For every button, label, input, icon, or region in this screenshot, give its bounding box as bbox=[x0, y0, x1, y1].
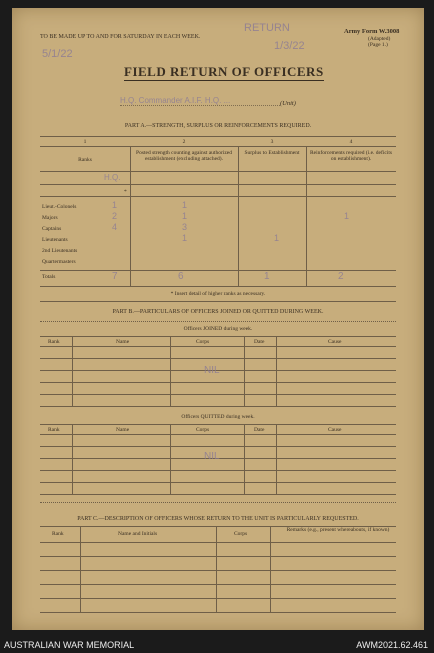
part-a-footnote: * Insert detail of higher ranks as necessary. bbox=[170, 291, 266, 297]
hw-posted: 1 bbox=[182, 233, 188, 243]
col-corps: Corps bbox=[196, 427, 210, 433]
handwritten-margin: 5/1/22 bbox=[42, 48, 73, 60]
header-ranks: Ranks bbox=[78, 157, 92, 163]
col-remarks: Remarks (e.g., present whereabouts, if known) bbox=[286, 527, 390, 533]
totals-label: Totals bbox=[42, 274, 56, 280]
col-number-1: 1 bbox=[83, 139, 87, 145]
handwritten-unit: H.Q. Commander A.I.F. H.Q. ... bbox=[120, 96, 280, 106]
header-posted-strength: Posted strength counting against authorized establishment (excluding attached). bbox=[136, 150, 232, 162]
rank-label: Lieutenants bbox=[42, 237, 68, 243]
hw-surplus: 1 bbox=[274, 233, 280, 243]
joined-title: Officers JOINED during week. bbox=[183, 326, 253, 332]
handwritten-return: RETURN bbox=[244, 22, 290, 34]
col-rank: Rank bbox=[48, 427, 60, 433]
handwritten-hq: H.Q. bbox=[104, 173, 121, 182]
part-a-title: PART A.—STRENGTH, SURPLUS OR REINFORCEMENTS REQUIRED. bbox=[124, 123, 312, 129]
hw-total-ranks: 7 bbox=[112, 271, 118, 282]
col-rank: Rank bbox=[48, 339, 60, 345]
col-name: Name bbox=[116, 339, 130, 345]
instruction-text: TO BE MADE UP TO AND FOR SATURDAY IN EACH WEEK. bbox=[40, 34, 201, 40]
col-date: Date bbox=[254, 339, 265, 345]
rank-label: Lieut.-Colonels bbox=[42, 204, 77, 210]
footer-bar bbox=[0, 636, 434, 653]
col-number-2: 2 bbox=[182, 139, 186, 145]
hw-total-reinforcements: 2 bbox=[338, 271, 344, 282]
rank-label: 2nd Lieutenants bbox=[42, 248, 78, 254]
part-c-title: PART C.—DESCRIPTION OF OFFICERS WHOSE RETURN TO THE UNIT IS PARTICULARLY REQUESTED. bbox=[77, 516, 359, 522]
rank-label: Captains bbox=[42, 226, 62, 232]
page-title: FIELD RETURN OF OFFICERS bbox=[124, 64, 324, 79]
col-name-initials: Name and Initials bbox=[118, 531, 158, 537]
hw-total-posted: 6 bbox=[178, 271, 184, 282]
hw-posted: 1 bbox=[182, 211, 188, 221]
col-name: Name bbox=[116, 427, 130, 433]
footer-accession: AWM2021.62.461 bbox=[356, 640, 428, 650]
form-page: (Page 1.) bbox=[368, 42, 388, 48]
header-surplus: Surplus to Establishment bbox=[244, 150, 300, 156]
hw-rank-value: 1 bbox=[112, 200, 118, 210]
col-rank: Rank bbox=[52, 531, 64, 537]
hw-posted: 3 bbox=[182, 222, 188, 232]
quitted-title: Officers QUITTED during week. bbox=[181, 414, 255, 420]
document-page: TO BE MADE UP TO AND FOR SATURDAY IN EACH WEEK. RETURN 1/3/22 5/1/22 Army Form W.3008 (Adapted) (Page 1.) FIELD RETURN OF OFFICERS H.Q. Commander A.I.F. H.Q. ... (Unit) PART A.—STRENGTH, SURPLUS OR REINFORCEMENTS REQUIRED. 1 2 3 4 Ranks Posted strength counting against authorized establishment (excluding attached). Surplus to Establishment Reinforcements required (i.e. deficits on establishment). H.Q. * Lieut.-Colonels Majors Captains Lieutenants 2nd Lieutenants Quartermasters 1 2 4 1 1 3 1 1 1 Totals 7 6 1 2 * Insert detail of higher ranks as necessary. PART B.—PARTICULARS OF OFFICERS JOINED OR QUITTED DURING WEEK. Officers JOINED during week. Rank Name Corps Date Cause NIL Officers QUITTED during week. Rank Name Corps Date Cause NIL PART C.—DESCRIPTION OF OFFICERS WHOSE RETURN TO THE UNIT IS PARTICULARLY REQUESTED. Rank Name and Initials Corps Remarks (e.g., present whereabouts, if known) bbox=[12, 8, 424, 630]
rank-label: Majors bbox=[42, 215, 58, 221]
col-cause: Cause bbox=[328, 427, 342, 433]
hw-rank-value: 4 bbox=[112, 222, 118, 232]
col-corps: Corps bbox=[234, 531, 248, 537]
handwritten-nil-quitted: NIL bbox=[204, 451, 220, 462]
handwritten-nil-joined: NIL bbox=[204, 365, 220, 376]
col-date: Date bbox=[254, 427, 265, 433]
header-reinforcements: Reinforcements required (i.e. deficits on establishment). bbox=[309, 150, 392, 162]
part-b-title: PART B.—PARTICULARS OF OFFICERS JOINED OR QUITTED DURING WEEK. bbox=[112, 309, 324, 315]
form-number: Army Form W.3008 bbox=[344, 28, 400, 35]
col-number-3: 3 bbox=[270, 139, 274, 145]
col-number-4: 4 bbox=[349, 139, 353, 145]
footer-source: AUSTRALIAN WAR MEMORIAL bbox=[4, 640, 135, 650]
hw-reinforcements: 1 bbox=[344, 211, 350, 221]
col-cause: Cause bbox=[328, 339, 342, 345]
hw-total-surplus: 1 bbox=[264, 271, 270, 282]
rank-label: Quartermasters bbox=[42, 259, 76, 265]
unit-label: (Unit) bbox=[280, 100, 296, 107]
col-corps: Corps bbox=[196, 339, 210, 345]
handwritten-date: 1/3/22 bbox=[274, 40, 305, 52]
form-adapted: (Adapted) bbox=[368, 36, 391, 42]
hw-rank-value: 2 bbox=[112, 211, 118, 221]
hw-posted: 1 bbox=[182, 200, 188, 210]
